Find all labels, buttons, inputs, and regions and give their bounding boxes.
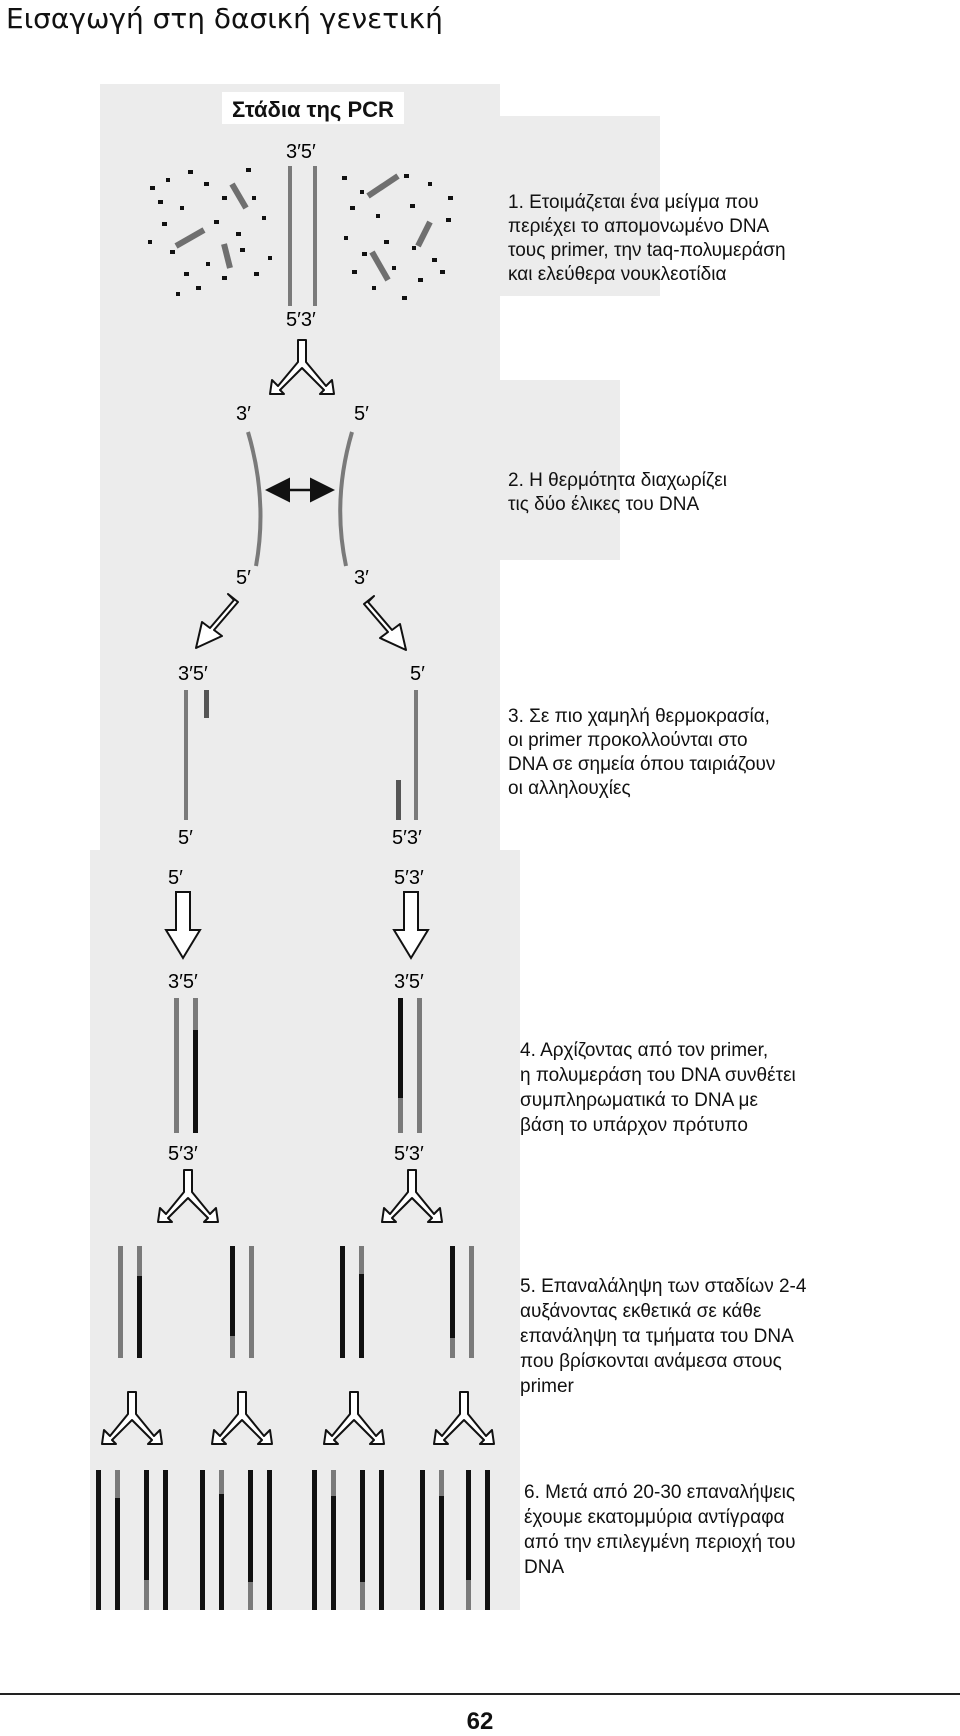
stage-4-right-entry-label: 5′3′ <box>394 867 424 889</box>
stage-3-left-bottom-label: 5′ <box>178 827 193 849</box>
stage-3-left-top-label: 3′5′ <box>178 663 208 685</box>
stage-3-right-top-label: 5′ <box>410 663 425 685</box>
step-5-text: 5. Επαναλάληψη των σταδίων 2-4 αυξάνοντας εκθετικά σε κάθε επανάληψη τα τμήματα του DNA που βρίσκονται ανάμεσα στους primer <box>520 1276 807 1397</box>
page-number: 62 <box>466 1708 494 1735</box>
footer-divider <box>0 1693 960 1695</box>
stage-4-left-entry-label: 5′ <box>168 867 183 889</box>
stage-1-bottom-end-label: 5′3′ <box>286 309 316 331</box>
stage-4-left-top-label: 3′5′ <box>168 971 198 993</box>
step-4-text: 4. Αρχίζοντας από τον primer, η πολυμεράση του DNA συνθέτει συμπληρωματικά το DNA με βάση το υπάρχον πρότυπο <box>520 1040 796 1136</box>
step-1-text: 1. Ετοιμάζεται ένα μείγμα που περιέχει το απομονωμένο DNA τους primer, την taq-πολυμεράση και ελεύθερα νουκλεοτίδια <box>508 192 786 285</box>
page-header-title: Εισαγωγή στη δασική γενετική <box>6 2 443 35</box>
stage-4-right-bottom-label: 5′3′ <box>394 1143 424 1165</box>
background-panels <box>90 84 660 1610</box>
step-2-text: 2. Η θερμότητα διαχωρίζει τις δύο έλικες του DNA <box>508 470 727 515</box>
stage-3-right-bottom-label: 5′3′ <box>392 827 422 849</box>
stage-2-right-top-label: 5′ <box>354 403 369 425</box>
stage-1-top-end-label: 3′5′ <box>286 141 316 163</box>
stage-4-left-bottom-label: 5′3′ <box>168 1143 198 1165</box>
stage-2-left-bottom-label: 5′ <box>236 567 251 589</box>
stage-2-left-top-label: 3′ <box>236 403 251 425</box>
step-6-text: 6. Μετά από 20-30 επαναλήψεις έχουμε εκατομμύρια αντίγραφα από την επιλεγμένη περιοχή του DNA <box>524 1482 796 1578</box>
stage-4-right-top-label: 3′5′ <box>394 971 424 993</box>
step-3-text: 3. Σε πιο χαμηλή θερμοκρασία, οι primer προκολλούνται στο DNA σε σημεία όπου ταιριάζουν οι αλληλουχίες <box>508 706 776 799</box>
stage-2-right-bottom-label: 3′ <box>354 567 369 589</box>
diagram-title: Στάδια της PCR <box>232 97 394 122</box>
